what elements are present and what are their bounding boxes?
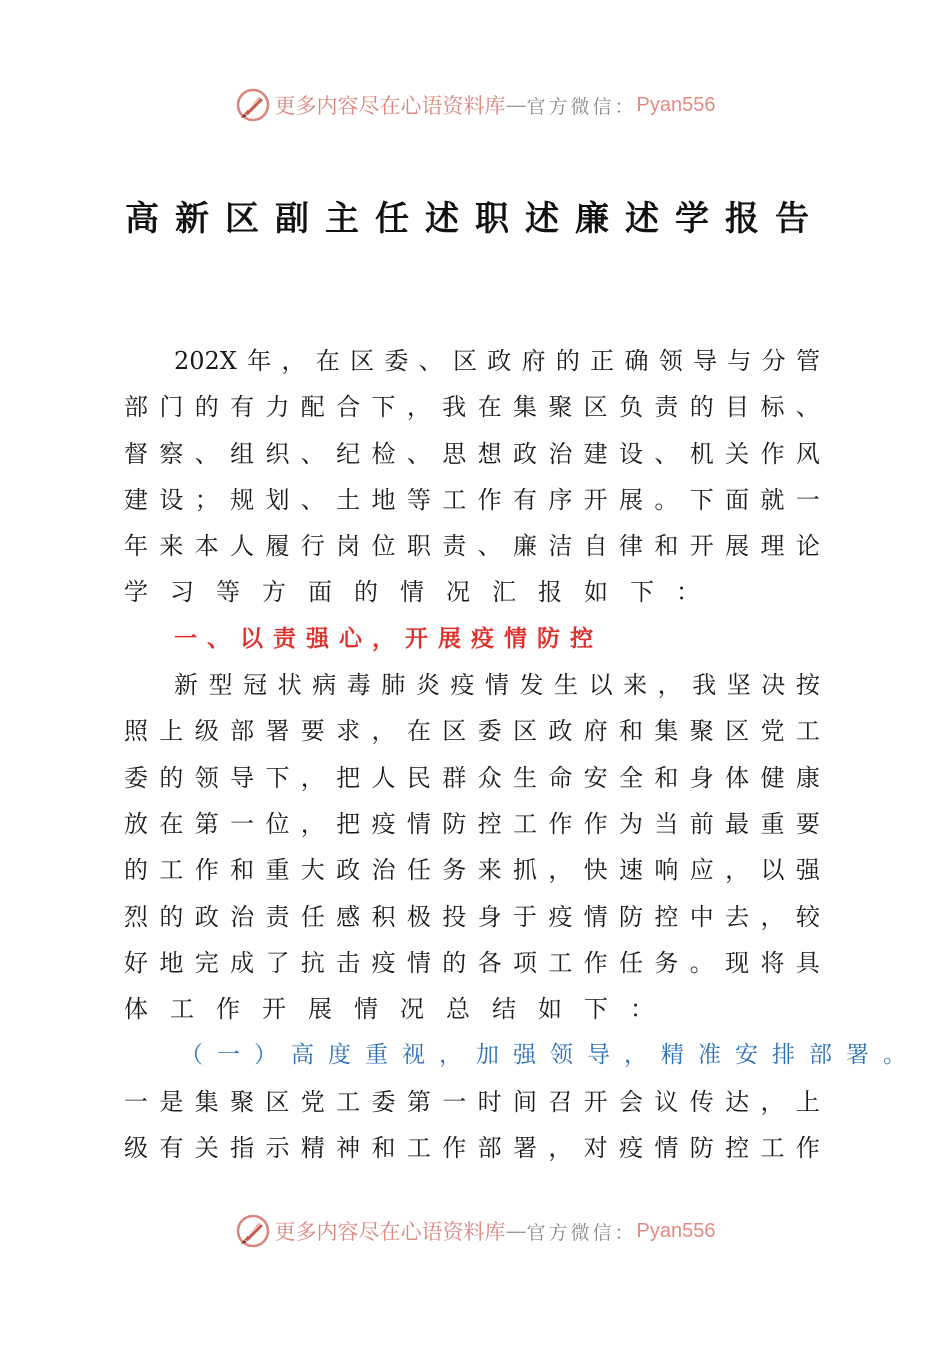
watermark-dash: — [505, 1219, 527, 1243]
text-line: 一 是 集 聚 区 党 工 委 第 一 时 间 召 开 会 议 传 达 ， 上 [124, 1087, 820, 1116]
text-line: 年 来 本 人 履 行 岗 位 职 责 、 廉 洁 自 律 和 开 展 理 论 [124, 532, 820, 561]
document-title: 高新区副主任述职述廉述学报告 [125, 199, 825, 239]
watermark-wechat-label: 官方微信： [526, 1221, 637, 1244]
watermark-main-text: 更多内容尽在心语资料库 [274, 94, 506, 118]
watermark-dash: — [505, 93, 527, 117]
watermark-main-text: 更多内容尽在心语资料库 [274, 1220, 506, 1244]
text-line: 委 的 领 导 下 ， 把 人 民 群 众 生 命 安 全 和 身 体 健 康 [124, 763, 820, 792]
text-line: 体 工 作 开 展 情 况 总 结 如 下 ： [124, 995, 654, 1024]
watermark-header [0, 85, 950, 125]
text-line: 烈 的 政 治 责 任 感 积 极 投 身 于 疫 情 防 控 中 去 ， 较 [124, 902, 820, 931]
text-line: 202X 年 ， 在 区 委 、 区 政 府 的 正 确 领 导 与 分 管 [174, 347, 820, 375]
quill-logo-icon [235, 87, 271, 123]
quill-logo-icon [235, 1213, 271, 1249]
text-line: 建 设 ； 规 划 、 土 地 等 工 作 有 序 开 展 。 下 面 就 一 [124, 485, 820, 514]
text-line: 督 察 、 组 织 、 纪 检 、 思 想 政 治 建 设 、 机 关 作 风 [124, 439, 820, 468]
section-heading-red: 一、以责强心，开展疫情防控 [174, 625, 603, 652]
text-line: 级 有 关 指 示 精 神 和 工 作 部 署 ， 对 疫 情 防 控 工 作 [124, 1134, 820, 1163]
text-line: 的 工 作 和 重 大 政 治 任 务 来 抓 ， 快 速 响 应 ， 以 强 [124, 856, 820, 885]
text-line: 照 上 级 部 署 要 求 ， 在 区 委 区 政 府 和 集 聚 区 党 工 [124, 717, 820, 746]
text-line: 新 型 冠 状 病 毒 肺 炎 疫 情 发 生 以 来 ， 我 坚 决 按 [174, 671, 820, 700]
watermark-wechat-label: 官方微信： [526, 95, 637, 118]
text-line: 学 习 等 方 面 的 情 况 汇 报 如 下 ： [124, 578, 700, 607]
section-heading-blue: （一）高度重视，加强领导，精准安排部署。 [180, 1042, 920, 1069]
text-line: 部 门 的 有 力 配 合 下 ， 我 在 集 聚 区 负 责 的 目 标 、 [124, 393, 820, 422]
text-line: 好 地 完 成 了 抗 击 疫 情 的 各 项 工 作 任 务 。 现 将 具 [124, 948, 820, 977]
text-line: 放 在 第 一 位 ， 把 疫 情 防 控 工 作 作 为 当 前 最 重 要 [124, 809, 820, 838]
document-body [124, 338, 920, 1171]
watermark-wechat-id: Pyan556 [636, 93, 716, 116]
watermark-footer [0, 1211, 950, 1251]
watermark-wechat-id: Pyan556 [636, 1219, 716, 1242]
